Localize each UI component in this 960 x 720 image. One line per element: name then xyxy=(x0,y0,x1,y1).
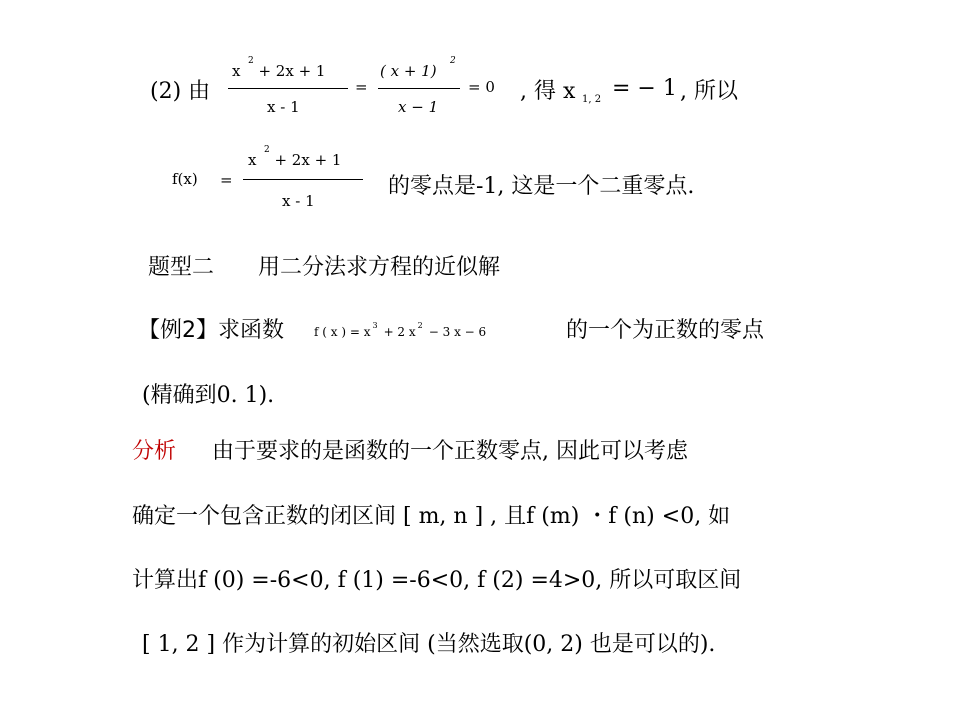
part2-label: (2) 由 xyxy=(150,79,211,104)
equals-sign-1: = xyxy=(355,78,368,96)
fraction2-numerator: ( x + 1) 2 xyxy=(380,56,456,80)
analysis-line-2: 确定一个包含正数的闭区间 [ m, n ] , 且f (m) ・f (n) <0, 如 xyxy=(132,504,731,529)
fx-numerator: x 2 + 2x + 1 xyxy=(248,145,342,169)
analysis-line-3: 计算出f (0) =-6<0, f (1) =-6<0, f (2) =4>0, 所以可取区间 xyxy=(132,568,742,593)
fraction1-numerator: x 2 + 2x + 1 xyxy=(232,56,326,80)
example2-precision: (精确到0. 1). xyxy=(142,383,275,408)
example2-suffix: 的一个为正数的零点 xyxy=(566,318,765,343)
fx-fraction-bar xyxy=(243,179,363,180)
fx-denominator: x - 1 xyxy=(282,192,315,210)
fraction1-denominator: x - 1 xyxy=(267,98,300,116)
example2-prefix: 【例2】求函数 xyxy=(138,318,284,343)
equals-zero: = 0 xyxy=(468,78,495,96)
fraction2-bar xyxy=(378,88,460,89)
result-value: = − 1 xyxy=(612,76,677,101)
section-title: 题型二 用二分法求方程的近似解 xyxy=(148,255,501,280)
analysis-line-1: 由于要求的是函数的一个正数零点, 因此可以考虑 xyxy=(212,439,688,464)
analysis-label: 分析 xyxy=(132,439,177,464)
fx-label: f(x) xyxy=(172,170,198,188)
fraction1-bar xyxy=(228,88,348,89)
fraction2-denominator: x − 1 xyxy=(398,98,439,116)
result-suffix: , 所以 xyxy=(680,79,738,104)
line2-conclusion: 的零点是-1, 这是一个二重零点. xyxy=(388,174,695,199)
analysis-line-4: [ 1, 2 ] 作为计算的初始区间 (当然选取(0, 2) 也是可以的). xyxy=(142,632,716,657)
result-subscript: 1, 2 xyxy=(582,94,602,105)
example2-function: f ( x ) = x $^3$ + 2 x $^2$ − 3 x − 6 xyxy=(314,321,487,339)
fx-equals: = xyxy=(220,171,233,189)
result-prefix: , 得 x xyxy=(520,79,576,104)
